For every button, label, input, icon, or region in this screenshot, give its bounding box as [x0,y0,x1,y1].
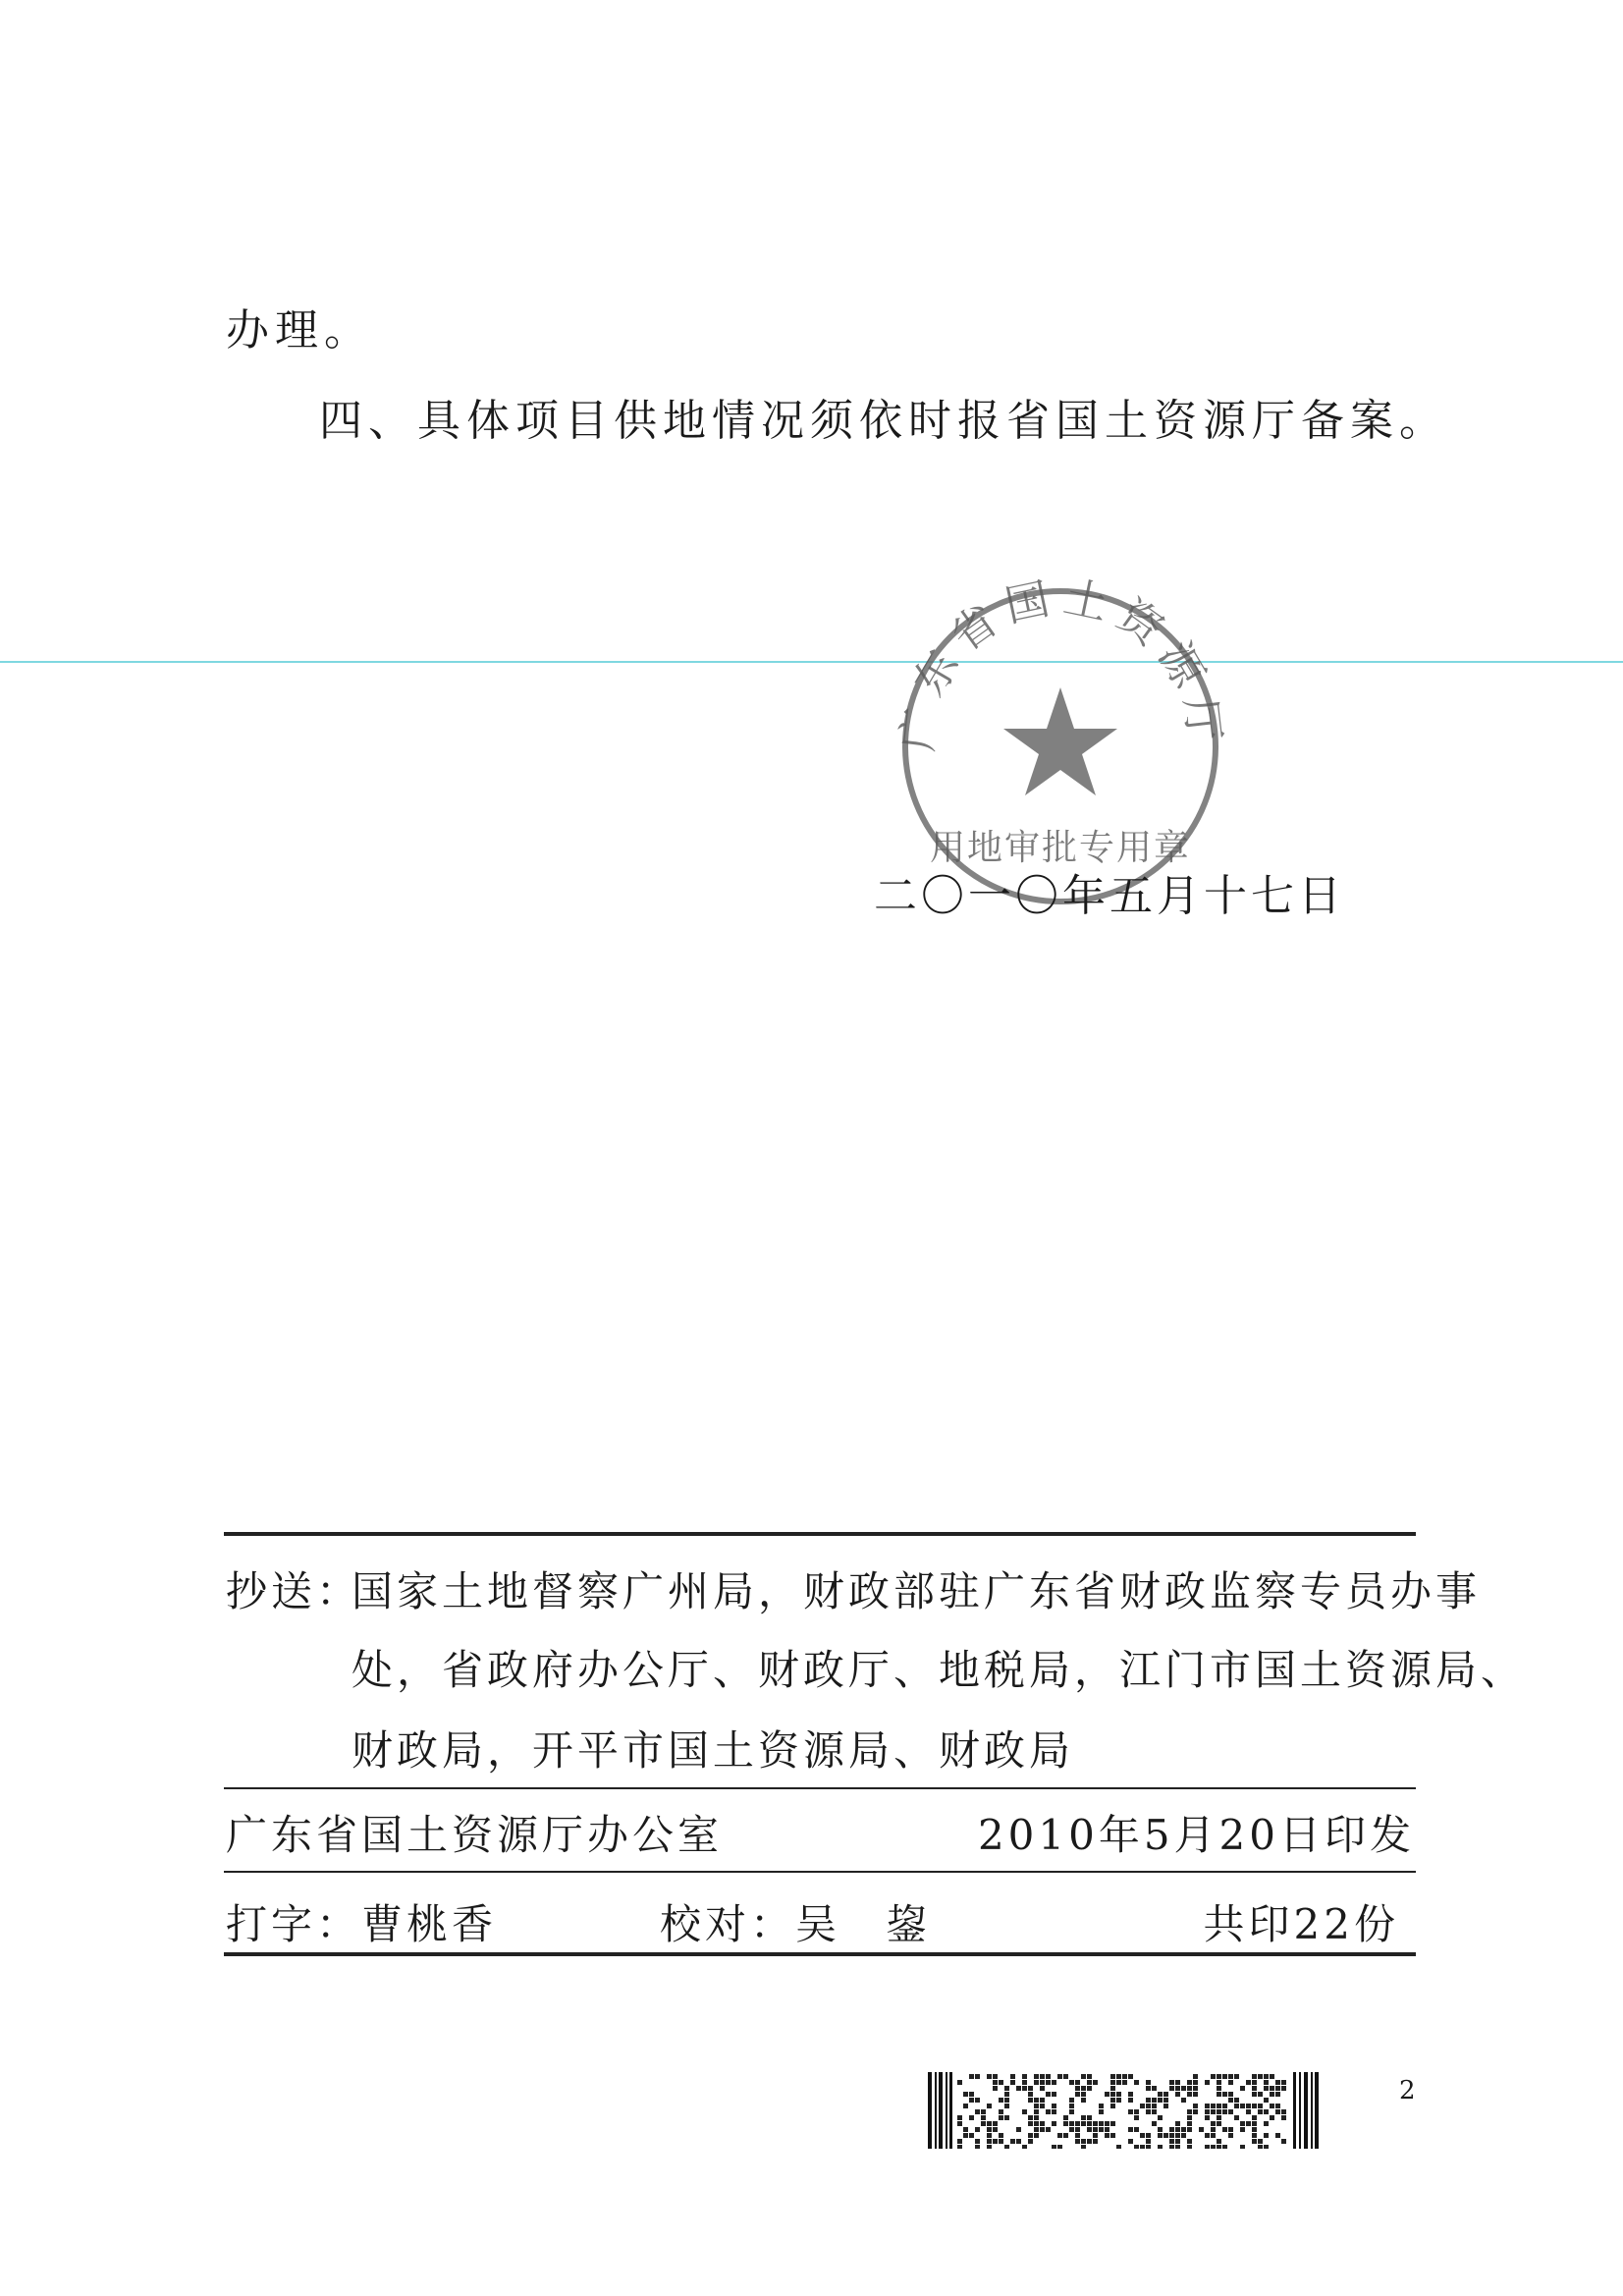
star-icon [1003,687,1117,795]
footer-divider [224,1871,1416,1873]
footer-top-rule [224,1532,1416,1536]
body-line-1: 办理。 [226,305,373,355]
body-line-2: 四、具体项目供地情况须依时报省国土资源厅备案。 [319,396,1448,446]
issuer: 广东省国土资源厅办公室 [226,1811,724,1859]
cc-line: 财政局，开平市国土资源局、财政局 [352,1726,1075,1775]
issue-date: 2010年5月20日印发 [977,1811,1415,1859]
proofreader: 校对：吴 鋆 [660,1900,932,1948]
stamp-outer-text: 广东省国土资源厅 [893,574,1230,754]
cc-label: 抄送： [226,1567,362,1615]
cc-line: 处，省政府办公厅、财政厅、地税局，江门市国土资源局、 [352,1646,1527,1694]
cc-line: 国家土地督察广州局，财政部驻广东省财政监察专员办事 [352,1567,1482,1615]
signature-date: 二〇一〇年五月十七日 [874,871,1345,921]
stamp-inner-text: 用地审批专用章 [929,828,1192,868]
document-barcode [928,2072,1319,2149]
typist: 打字：曹桃香 [226,1900,498,1948]
footer-divider [224,1787,1416,1789]
page-number: 2 [1399,2076,1416,2105]
copies-count: 共印22份 [1203,1900,1399,1948]
scan-line-artifact [0,661,1623,663]
footer-bottom-rule [224,1952,1416,1956]
